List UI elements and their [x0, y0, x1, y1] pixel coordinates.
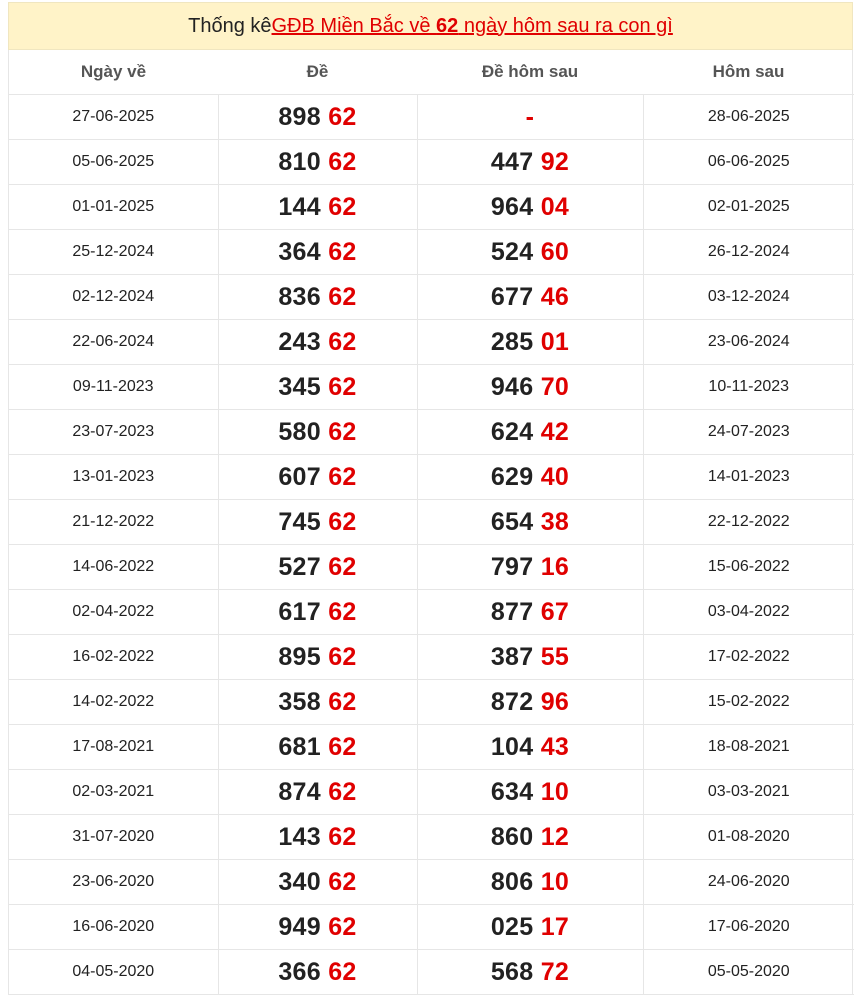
- next-de-suffix: 92: [540, 147, 570, 176]
- next-de-suffix: 40: [540, 462, 570, 491]
- de-prefix: 580: [278, 417, 321, 446]
- next-de-suffix: 67: [540, 597, 570, 626]
- row-next-date: 17-06-2020: [643, 905, 854, 950]
- row-next-date: 15-06-2022: [643, 545, 854, 590]
- de-suffix: 62: [328, 372, 357, 401]
- de-prefix: 527: [278, 552, 321, 581]
- row-date: 23-07-2023: [9, 410, 218, 455]
- table-row: [9, 140, 854, 185]
- table-row: [9, 275, 854, 320]
- row-next-de: [417, 950, 643, 995]
- row-de: [218, 950, 417, 995]
- row-de: [218, 140, 417, 185]
- next-de-prefix: 797: [490, 552, 534, 581]
- row-de: [218, 320, 417, 365]
- next-de-prefix: 104: [490, 732, 534, 761]
- row-de: [218, 410, 417, 455]
- table-row: [9, 230, 854, 275]
- table-row: [9, 455, 854, 500]
- de-suffix: 62: [328, 957, 357, 986]
- de-prefix: 345: [278, 372, 321, 401]
- row-de: [218, 815, 417, 860]
- row-next-de: [417, 185, 643, 230]
- table-row: [9, 365, 854, 410]
- stats-panel: [8, 2, 853, 995]
- table-row: [9, 950, 854, 995]
- row-date: 16-06-2020: [9, 905, 218, 950]
- next-de-prefix: 872: [490, 687, 534, 716]
- row-next-de: [417, 905, 643, 950]
- de-suffix: 62: [328, 912, 357, 941]
- next-de-suffix: 70: [540, 372, 570, 401]
- de-prefix: 681: [278, 732, 321, 761]
- row-next-date: 22-12-2022: [643, 500, 854, 545]
- row-de: [218, 770, 417, 815]
- next-de-suffix: 04: [540, 192, 570, 221]
- de-prefix: 810: [278, 147, 321, 176]
- next-de-suffix: 72: [540, 957, 570, 986]
- row-next-date: 23-06-2024: [643, 320, 854, 365]
- next-de-suffix: 60: [540, 237, 570, 266]
- header-next-de: Đề hôm sau: [417, 50, 643, 95]
- de-suffix: 62: [328, 462, 357, 491]
- row-date: 31-07-2020: [9, 815, 218, 860]
- next-de-prefix: 860: [490, 822, 534, 851]
- table-row: [9, 635, 854, 680]
- de-prefix: 617: [278, 597, 321, 626]
- next-de-prefix: 677: [490, 282, 534, 311]
- row-de: [218, 95, 417, 140]
- row-de: [218, 185, 417, 230]
- row-date: 13-01-2023: [9, 455, 218, 500]
- table-row: [9, 590, 854, 635]
- row-next-de: [417, 860, 643, 905]
- next-de-prefix: 285: [490, 327, 534, 356]
- next-de-suffix: 10: [540, 777, 570, 806]
- de-prefix: 358: [278, 687, 321, 716]
- de-suffix: 62: [328, 147, 357, 176]
- de-prefix: 340: [278, 867, 321, 896]
- de-suffix: 62: [328, 237, 357, 266]
- next-de-suffix: 01: [540, 327, 570, 356]
- de-prefix: 949: [278, 912, 321, 941]
- row-next-de: [417, 590, 643, 635]
- row-de: [218, 500, 417, 545]
- de-suffix: 62: [328, 642, 357, 671]
- header-next-date: Hôm sau: [643, 50, 854, 95]
- next-de-suffix: 12: [540, 822, 570, 851]
- row-de: [218, 230, 417, 275]
- table-row: [9, 860, 854, 905]
- row-next-de: [417, 635, 643, 680]
- table-body: [9, 95, 854, 995]
- row-next-de: [417, 275, 643, 320]
- next-de-prefix: 654: [490, 507, 534, 536]
- row-date: 02-03-2021: [9, 770, 218, 815]
- de-suffix: 62: [328, 102, 357, 131]
- row-next-date: 24-07-2023: [643, 410, 854, 455]
- row-de: [218, 365, 417, 410]
- row-next-date: 28-06-2025: [643, 95, 854, 140]
- row-de: [218, 455, 417, 500]
- de-prefix: 364: [278, 237, 321, 266]
- row-next-de: [417, 455, 643, 500]
- row-de: [218, 860, 417, 905]
- next-de-suffix: 10: [540, 867, 570, 896]
- de-suffix: 62: [328, 282, 357, 311]
- row-next-date: 03-03-2021: [643, 770, 854, 815]
- de-prefix: 895: [278, 642, 321, 671]
- page-title: [8, 2, 853, 50]
- next-de-suffix: 16: [540, 552, 570, 581]
- header-de: Đề: [218, 50, 417, 95]
- row-next-de: [417, 365, 643, 410]
- row-date: 14-06-2022: [9, 545, 218, 590]
- row-next-date: 17-02-2022: [643, 635, 854, 680]
- next-de-prefix: 447: [490, 147, 534, 176]
- de-suffix: 62: [328, 192, 357, 221]
- next-de-prefix: 568: [490, 957, 534, 986]
- next-de-prefix: 877: [490, 597, 534, 626]
- title-link[interactable]: [272, 15, 673, 38]
- next-de-prefix: 634: [490, 777, 534, 806]
- de-prefix: 143: [278, 822, 321, 851]
- row-next-date: 26-12-2024: [643, 230, 854, 275]
- row-date: 14-02-2022: [9, 680, 218, 725]
- row-next-de: [417, 680, 643, 725]
- row-date: 22-06-2024: [9, 320, 218, 365]
- table-row: [9, 680, 854, 725]
- row-de: [218, 545, 417, 590]
- row-next-date: 02-01-2025: [643, 185, 854, 230]
- row-next-date: 06-06-2025: [643, 140, 854, 185]
- row-de: [218, 275, 417, 320]
- de-suffix: 62: [328, 417, 357, 446]
- row-next-date: 24-06-2020: [643, 860, 854, 905]
- de-prefix: 898: [278, 102, 321, 131]
- row-de: [218, 680, 417, 725]
- row-date: 02-04-2022: [9, 590, 218, 635]
- table-frame: [8, 50, 853, 995]
- title-prefix: Thống kê: [188, 14, 272, 37]
- row-next-date: 03-12-2024: [643, 275, 854, 320]
- row-date: 02-12-2024: [9, 275, 218, 320]
- row-next-de: [417, 410, 643, 455]
- de-prefix: 144: [278, 192, 321, 221]
- row-date: 16-02-2022: [9, 635, 218, 680]
- row-de: [218, 635, 417, 680]
- row-next-de: [417, 140, 643, 185]
- table-row: [9, 95, 854, 140]
- table-row: [9, 770, 854, 815]
- de-suffix: 62: [328, 687, 357, 716]
- row-next-date: 01-08-2020: [643, 815, 854, 860]
- row-next-de: [417, 320, 643, 365]
- title-link-number: 62: [436, 14, 459, 37]
- row-next-date: 15-02-2022: [643, 680, 854, 725]
- row-next-date: 10-11-2023: [643, 365, 854, 410]
- row-next-de: [417, 545, 643, 590]
- de-prefix: 874: [278, 777, 321, 806]
- de-suffix: 62: [328, 867, 357, 896]
- next-de-prefix: 025: [490, 912, 534, 941]
- next-de-prefix: 964: [490, 192, 534, 221]
- table-row: [9, 185, 854, 230]
- table-header-row: [9, 50, 854, 95]
- row-date: 21-12-2022: [9, 500, 218, 545]
- next-de-suffix: 42: [540, 417, 570, 446]
- next-de-suffix: 46: [540, 282, 570, 311]
- next-de-prefix: 806: [490, 867, 534, 896]
- row-next-de: [417, 725, 643, 770]
- results-table: [9, 50, 854, 995]
- de-prefix: 836: [278, 282, 321, 311]
- de-suffix: 62: [328, 597, 357, 626]
- table-row: [9, 905, 854, 950]
- next-de-prefix: 629: [490, 462, 534, 491]
- row-de: [218, 725, 417, 770]
- row-next-date: 14-01-2023: [643, 455, 854, 500]
- table-row: [9, 500, 854, 545]
- row-date: 09-11-2023: [9, 365, 218, 410]
- next-de-empty: -: [525, 102, 535, 131]
- de-prefix: 243: [278, 327, 321, 356]
- table-row: [9, 725, 854, 770]
- row-next-de: [417, 500, 643, 545]
- row-de: [218, 590, 417, 635]
- row-next-de: [417, 770, 643, 815]
- next-de-prefix: 524: [490, 237, 534, 266]
- row-de: [218, 905, 417, 950]
- next-de-prefix: 946: [490, 372, 534, 401]
- row-next-de: [417, 815, 643, 860]
- de-prefix: 745: [278, 507, 321, 536]
- de-suffix: 62: [328, 327, 357, 356]
- header-date: Ngày về: [9, 50, 218, 95]
- row-next-date: 03-04-2022: [643, 590, 854, 635]
- row-date: 01-01-2025: [9, 185, 218, 230]
- de-suffix: 62: [328, 507, 357, 536]
- table-row: [9, 410, 854, 455]
- title-link-suffix: ngày hôm sau ra con gì: [458, 14, 673, 37]
- row-next-de: [417, 95, 643, 140]
- row-date: 23-06-2020: [9, 860, 218, 905]
- next-de-suffix: 55: [540, 642, 570, 671]
- next-de-suffix: 38: [540, 507, 570, 536]
- row-next-date: 05-05-2020: [643, 950, 854, 995]
- next-de-suffix: 96: [540, 687, 570, 716]
- next-de-suffix: 43: [540, 732, 570, 761]
- table-row: [9, 320, 854, 365]
- next-de-prefix: 624: [490, 417, 534, 446]
- row-next-date: 18-08-2021: [643, 725, 854, 770]
- de-suffix: 62: [328, 777, 357, 806]
- title-link-text: GĐB Miền Bắc về: [271, 14, 437, 37]
- table-row: [9, 545, 854, 590]
- next-de-suffix: 17: [540, 912, 570, 941]
- de-suffix: 62: [328, 822, 357, 851]
- row-date: 04-05-2020: [9, 950, 218, 995]
- de-prefix: 607: [278, 462, 321, 491]
- row-date: 27-06-2025: [9, 95, 218, 140]
- row-date: 05-06-2025: [9, 140, 218, 185]
- next-de-prefix: 387: [490, 642, 534, 671]
- row-next-de: [417, 230, 643, 275]
- de-suffix: 62: [328, 732, 357, 761]
- row-date: 17-08-2021: [9, 725, 218, 770]
- de-prefix: 366: [278, 957, 321, 986]
- table-row: [9, 815, 854, 860]
- de-suffix: 62: [328, 552, 357, 581]
- row-date: 25-12-2024: [9, 230, 218, 275]
